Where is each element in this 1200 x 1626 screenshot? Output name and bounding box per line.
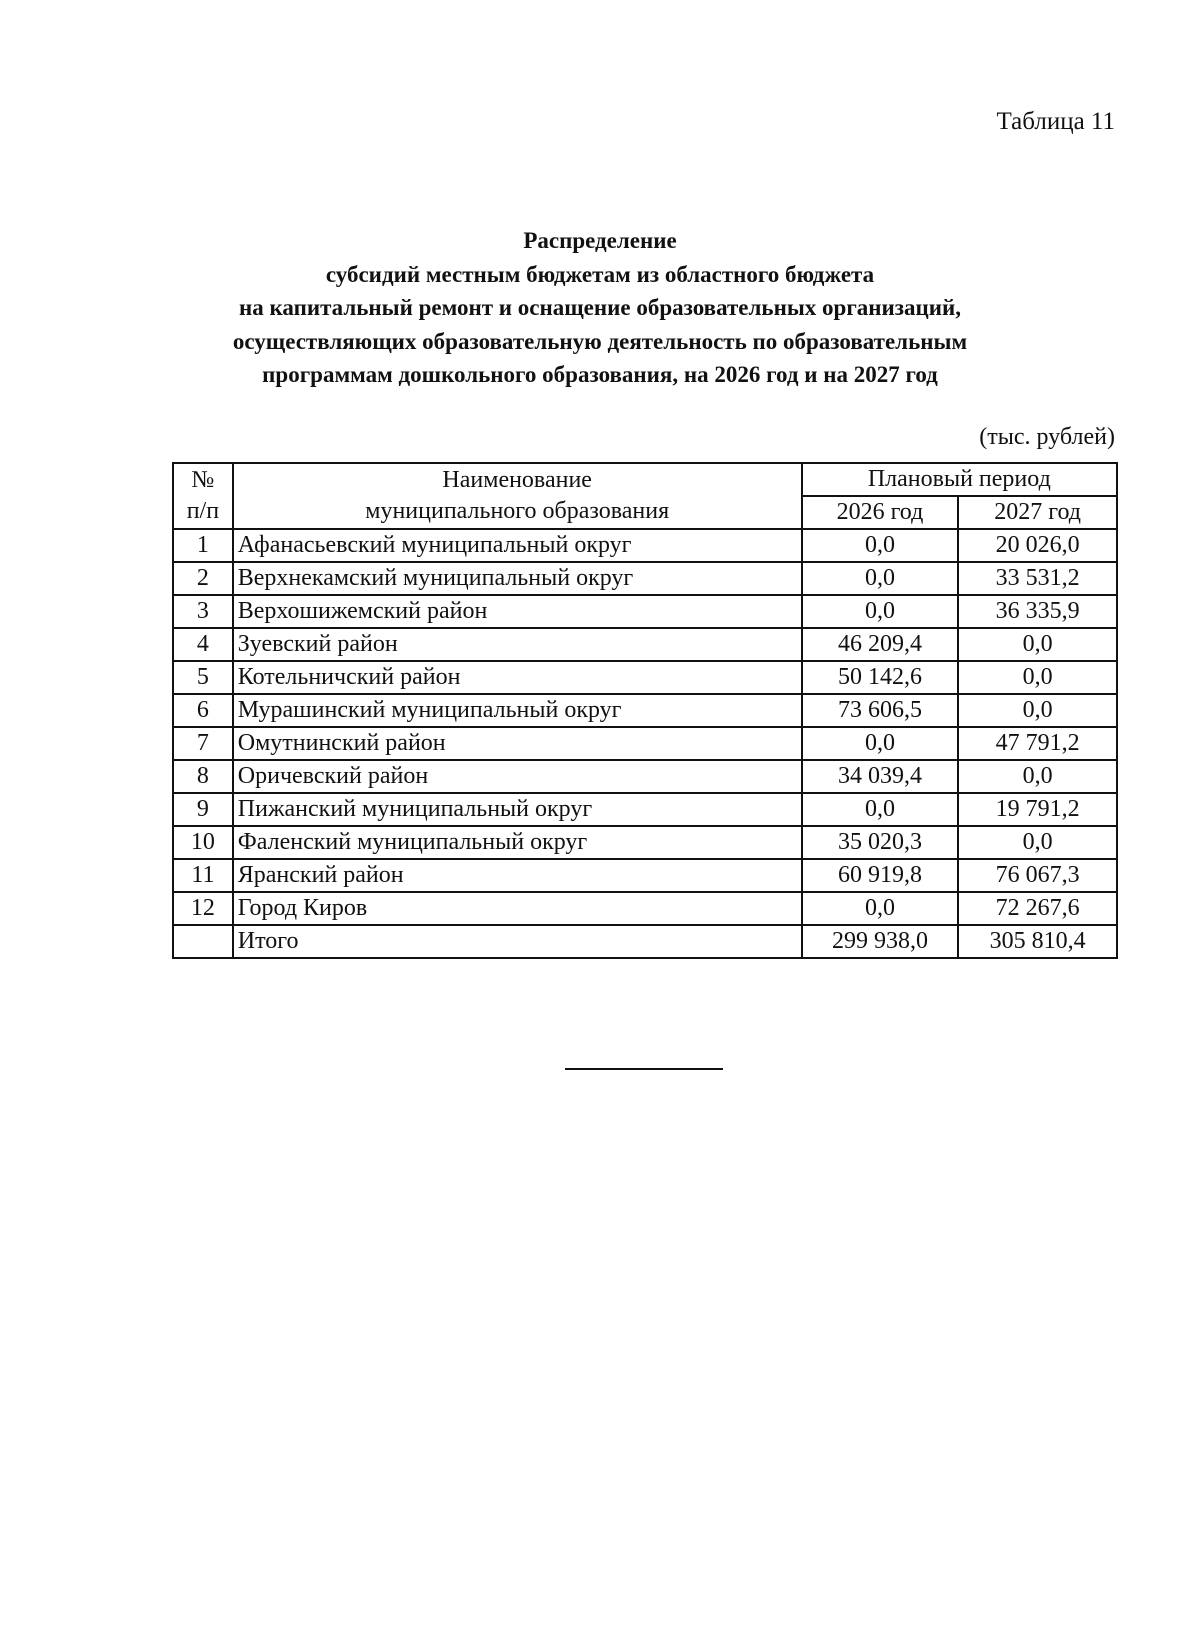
- municipality-name: Афанасьевский муниципальный округ: [233, 529, 802, 562]
- header-number-line1: №: [191, 467, 215, 493]
- value-2026: 0,0: [802, 529, 959, 562]
- row-number: 7: [173, 727, 233, 760]
- row-number: 6: [173, 694, 233, 727]
- units-label: (тыс. рублей): [979, 424, 1115, 450]
- value-2026: 73 606,5: [802, 694, 959, 727]
- value-2027: 305 810,4: [958, 925, 1117, 958]
- municipality-name: Омутнинский район: [233, 727, 802, 760]
- row-number: 9: [173, 793, 233, 826]
- table-row: [173, 529, 1117, 562]
- allocation-table: [172, 462, 1118, 959]
- municipality-name: Верхошижемский район: [233, 595, 802, 628]
- value-2026: 0,0: [802, 562, 959, 595]
- header-period: Плановый период: [802, 463, 1117, 496]
- municipality-name: Оричевский район: [233, 760, 802, 793]
- table-row: [173, 694, 1117, 727]
- row-number: 2: [173, 562, 233, 595]
- value-2027: 36 335,9: [958, 595, 1117, 628]
- table-number: Таблица 11: [996, 108, 1115, 135]
- row-number: [173, 925, 233, 958]
- value-2026: 50 142,6: [802, 661, 959, 694]
- municipality-name: Итого: [233, 925, 802, 958]
- value-2027: 0,0: [958, 826, 1117, 859]
- municipality-name: Город Киров: [233, 892, 802, 925]
- value-2027: 72 267,6: [958, 892, 1117, 925]
- title-line: программам дошкольного образования, на 2026 год и на 2027 год: [262, 362, 938, 387]
- total-row: [173, 925, 1117, 958]
- row-number: 3: [173, 595, 233, 628]
- municipality-name: Пижанский муниципальный округ: [233, 793, 802, 826]
- title-line: на капитальный ремонт и оснащение образовательных организаций,: [238, 295, 962, 320]
- row-number: 4: [173, 628, 233, 661]
- table-row: [173, 727, 1117, 760]
- value-2026: 35 020,3: [802, 826, 959, 859]
- table-row: [173, 892, 1117, 925]
- value-2027: 0,0: [958, 628, 1117, 661]
- header-year-2027: 2027 год: [958, 496, 1117, 529]
- value-2027: 0,0: [958, 760, 1117, 793]
- value-2026: 0,0: [802, 793, 959, 826]
- municipality-name: Зуевский район: [233, 628, 802, 661]
- table-row: [173, 628, 1117, 661]
- row-number: 5: [173, 661, 233, 694]
- municipality-name: Котельничский район: [233, 661, 802, 694]
- header-year-2026: 2026 год: [802, 496, 959, 529]
- header-name: [233, 463, 802, 529]
- table-row: [173, 661, 1117, 694]
- table-row: [173, 826, 1117, 859]
- value-2026: 60 919,8: [802, 859, 959, 892]
- title-line: субсидий местным бюджетам из областного бюджета: [325, 261, 875, 287]
- municipality-name: Мурашинский муниципальный округ: [233, 694, 802, 727]
- value-2026: 299 938,0: [802, 925, 959, 958]
- municipality-name: Фаленский муниципальный округ: [233, 826, 802, 859]
- row-number: 10: [173, 826, 233, 859]
- title-line: Распределение: [523, 228, 677, 253]
- header-name-line2: муниципального образования: [365, 498, 670, 524]
- municipality-name: Верхнекамский муниципальный округ: [233, 562, 802, 595]
- row-number: 11: [173, 859, 233, 892]
- value-2026: 0,0: [802, 727, 959, 760]
- value-2027: 20 026,0: [958, 529, 1117, 562]
- header-number-line2: п/п: [186, 498, 220, 524]
- document-title: [0, 224, 1200, 392]
- municipality-name: Яранский район: [233, 859, 802, 892]
- value-2027: 76 067,3: [958, 859, 1117, 892]
- table-row: [173, 562, 1117, 595]
- end-divider: [565, 1068, 723, 1070]
- table-row: [173, 859, 1117, 892]
- value-2026: 46 209,4: [802, 628, 959, 661]
- header-row: [173, 463, 1117, 496]
- row-number: 8: [173, 760, 233, 793]
- value-2027: 0,0: [958, 694, 1117, 727]
- header-number: [173, 463, 233, 529]
- value-2027: 47 791,2: [958, 727, 1117, 760]
- title-line: осуществляющих образовательную деятельность по образовательным: [232, 328, 968, 354]
- value-2027: 33 531,2: [958, 562, 1117, 595]
- row-number: 12: [173, 892, 233, 925]
- table-row: [173, 595, 1117, 628]
- table-row: [173, 760, 1117, 793]
- value-2026: 34 039,4: [802, 760, 959, 793]
- header-name-line1: Наименование: [442, 467, 592, 493]
- value-2026: 0,0: [802, 595, 959, 628]
- row-number: 1: [173, 529, 233, 562]
- value-2027: 0,0: [958, 661, 1117, 694]
- value-2026: 0,0: [802, 892, 959, 925]
- table-row: [173, 793, 1117, 826]
- table-body: [173, 529, 1117, 958]
- value-2027: 19 791,2: [958, 793, 1117, 826]
